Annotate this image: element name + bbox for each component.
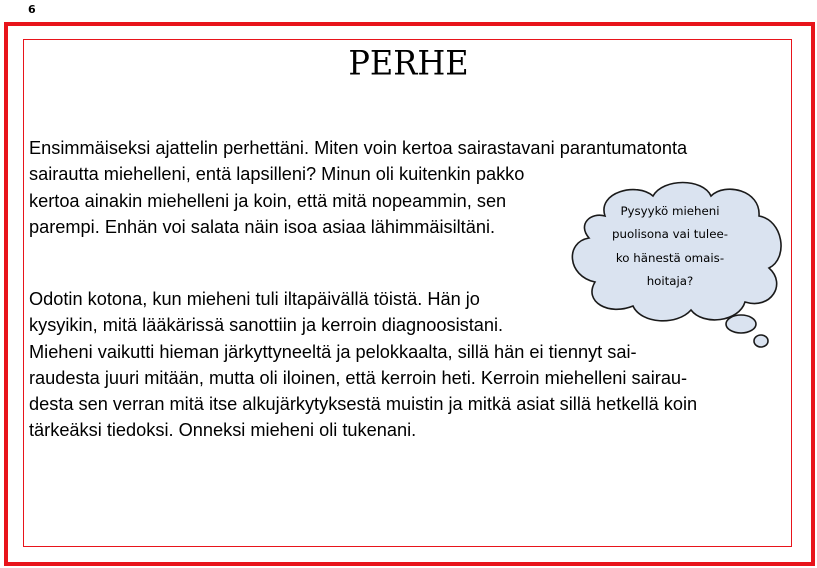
bubble-line: ko hänestä omais- — [615, 250, 725, 265]
text-line: kysyikin, mitä lääkärissä sanottiin ja kerroin diagnoosistani. — [29, 315, 504, 336]
text-line: Odotin kotona, kun mieheni tuli iltapäivällä töistä. Hän jo — [29, 289, 480, 309]
text-line: raudesta juuri mitään, mutta oli iloinen, että kerroin heti. Kerroin miehelleni sairau- — [29, 367, 688, 388]
text-line: desta sen verran mitä itse alkujärkytyksestä muistin ja mitkä asiat sillä hetkellä koin — [29, 394, 698, 415]
bubble-line: hoitaja? — [646, 273, 694, 288]
bubble-line: puolisona vai tulee- — [612, 227, 728, 242]
text-line: Ensimmäiseksi ajattelin perhettäni. Miten voin kertoa sairastavani parantumatonta — [29, 138, 688, 158]
text-line: kertoa ainakin miehelleni ja koin, että mitä nopeammin, sen — [29, 190, 507, 211]
page-title: PERHE — [348, 43, 469, 83]
thought-bubble-dot-small — [754, 335, 768, 347]
page-number: 6 — [28, 3, 36, 16]
text-line: sairautta miehelleni, entä lapsilleni? Minun oli kuitenkin pakko — [29, 164, 525, 185]
text-line: Mieheni vaikutti hieman järkyttyneeltä ja pelokkaalta, sillä hän ei tiennyt sai- — [29, 341, 637, 362]
thought-bubble-text — [590, 200, 750, 293]
text-line: tärkeäksi tiedoksi. Onneksi mieheni oli tukenani. — [29, 420, 417, 441]
bubble-line: Pysyykö mieheni — [620, 204, 720, 218]
text-line: parempi. Enhän voi salata näin isoa asiaa lähimmäisiltäni. — [29, 216, 496, 237]
thought-bubble-dot-large — [726, 315, 756, 333]
